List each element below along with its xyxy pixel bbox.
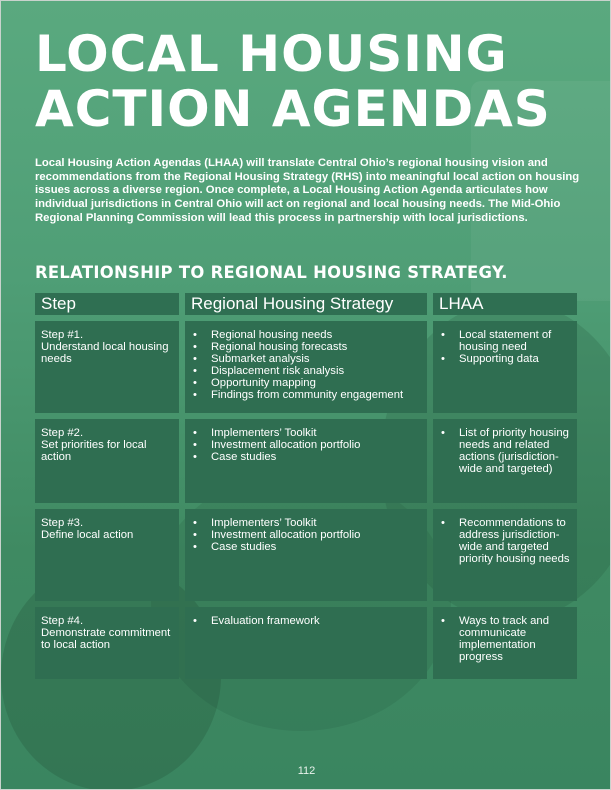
rhs-list <box>191 427 421 463</box>
strategy-table <box>35 293 577 685</box>
rhs-cell <box>185 419 427 503</box>
list-item: • Case studies <box>191 541 421 553</box>
list-item: • Ways to track and communicate implementation progress <box>439 615 571 663</box>
page-number: 112 <box>297 765 316 777</box>
page-title: LOCAL HOUSING ACTION AGENDAS <box>35 25 551 138</box>
rhs-cell <box>185 509 427 601</box>
step-cell <box>35 321 179 413</box>
step-description: Demonstrate commitment to local action <box>41 627 171 651</box>
lhaa-list <box>439 517 571 565</box>
step-description: Define local action <box>41 529 134 541</box>
list-item: • Investment allocation portfolio <box>191 439 421 451</box>
list-item: • Opportunity mapping <box>191 377 421 389</box>
lhaa-cell <box>433 509 577 601</box>
rhs-cell <box>185 321 427 413</box>
step-number: Step #1. <box>41 329 84 341</box>
step-number: Step #2. <box>41 427 84 439</box>
lhaa-list <box>439 615 571 663</box>
column-header-step: Step <box>35 293 179 315</box>
step-number: Step #4. <box>41 615 84 627</box>
step-cell <box>35 607 179 679</box>
list-item: • List of priority housing needs and related actions (jurisdiction-wide and targeted) <box>439 427 571 475</box>
list-item: • Findings from community engagement <box>191 389 421 401</box>
step-number: Step #3. <box>41 517 84 529</box>
list-item: • Supporting data <box>439 353 571 365</box>
step-description: Set priorities for local action <box>41 439 147 463</box>
step-cell <box>35 419 179 503</box>
step-description: Understand local housing needs <box>41 341 169 365</box>
rhs-list <box>191 517 421 553</box>
list-item: • Case studies <box>191 451 421 463</box>
column-header-rhs: Regional Housing Strategy <box>185 293 427 315</box>
list-item: • Implementers’ Toolkit <box>191 517 421 529</box>
column-header-lhaa: LHAA <box>433 293 577 315</box>
section-heading: RELATIONSHIP TO REGIONAL HOUSING STRATEGY. <box>35 263 508 282</box>
list-item: • Regional housing forecasts <box>191 341 421 353</box>
rhs-list <box>191 329 421 401</box>
list-item: • Local statement of housing need <box>439 329 571 353</box>
lhaa-list <box>439 427 571 475</box>
lhaa-cell <box>433 419 577 503</box>
rhs-list <box>191 615 421 627</box>
list-item: • Recommendations to address jurisdiction-wide and targeted priority housing needs <box>439 517 571 565</box>
list-item: • Regional housing needs <box>191 329 421 341</box>
list-item: • Investment allocation portfolio <box>191 529 421 541</box>
lhaa-list <box>439 329 571 365</box>
lhaa-cell <box>433 321 577 413</box>
lhaa-cell <box>433 607 577 679</box>
rhs-cell <box>185 607 427 679</box>
list-item: • Displacement risk analysis <box>191 365 421 377</box>
intro-paragraph: Local Housing Action Agendas (LHAA) will translate Central Ohio’s regional housing vision and recommendations from the Regional Housing Strategy (RHS) into meaningful local action on housing issues across a diverse region. Once complete, a Local Housing Action Agenda articulates how individual jurisdictions in Central Ohio will act on regional and local housing needs. The Mid-Ohio Regional Planning Commission will lead this process in partnership with local jurisdictions. <box>35 157 580 224</box>
list-item: • Evaluation framework <box>191 615 421 627</box>
list-item: • Submarket analysis <box>191 353 421 365</box>
list-item: • Implementers’ Toolkit <box>191 427 421 439</box>
step-cell <box>35 509 179 601</box>
